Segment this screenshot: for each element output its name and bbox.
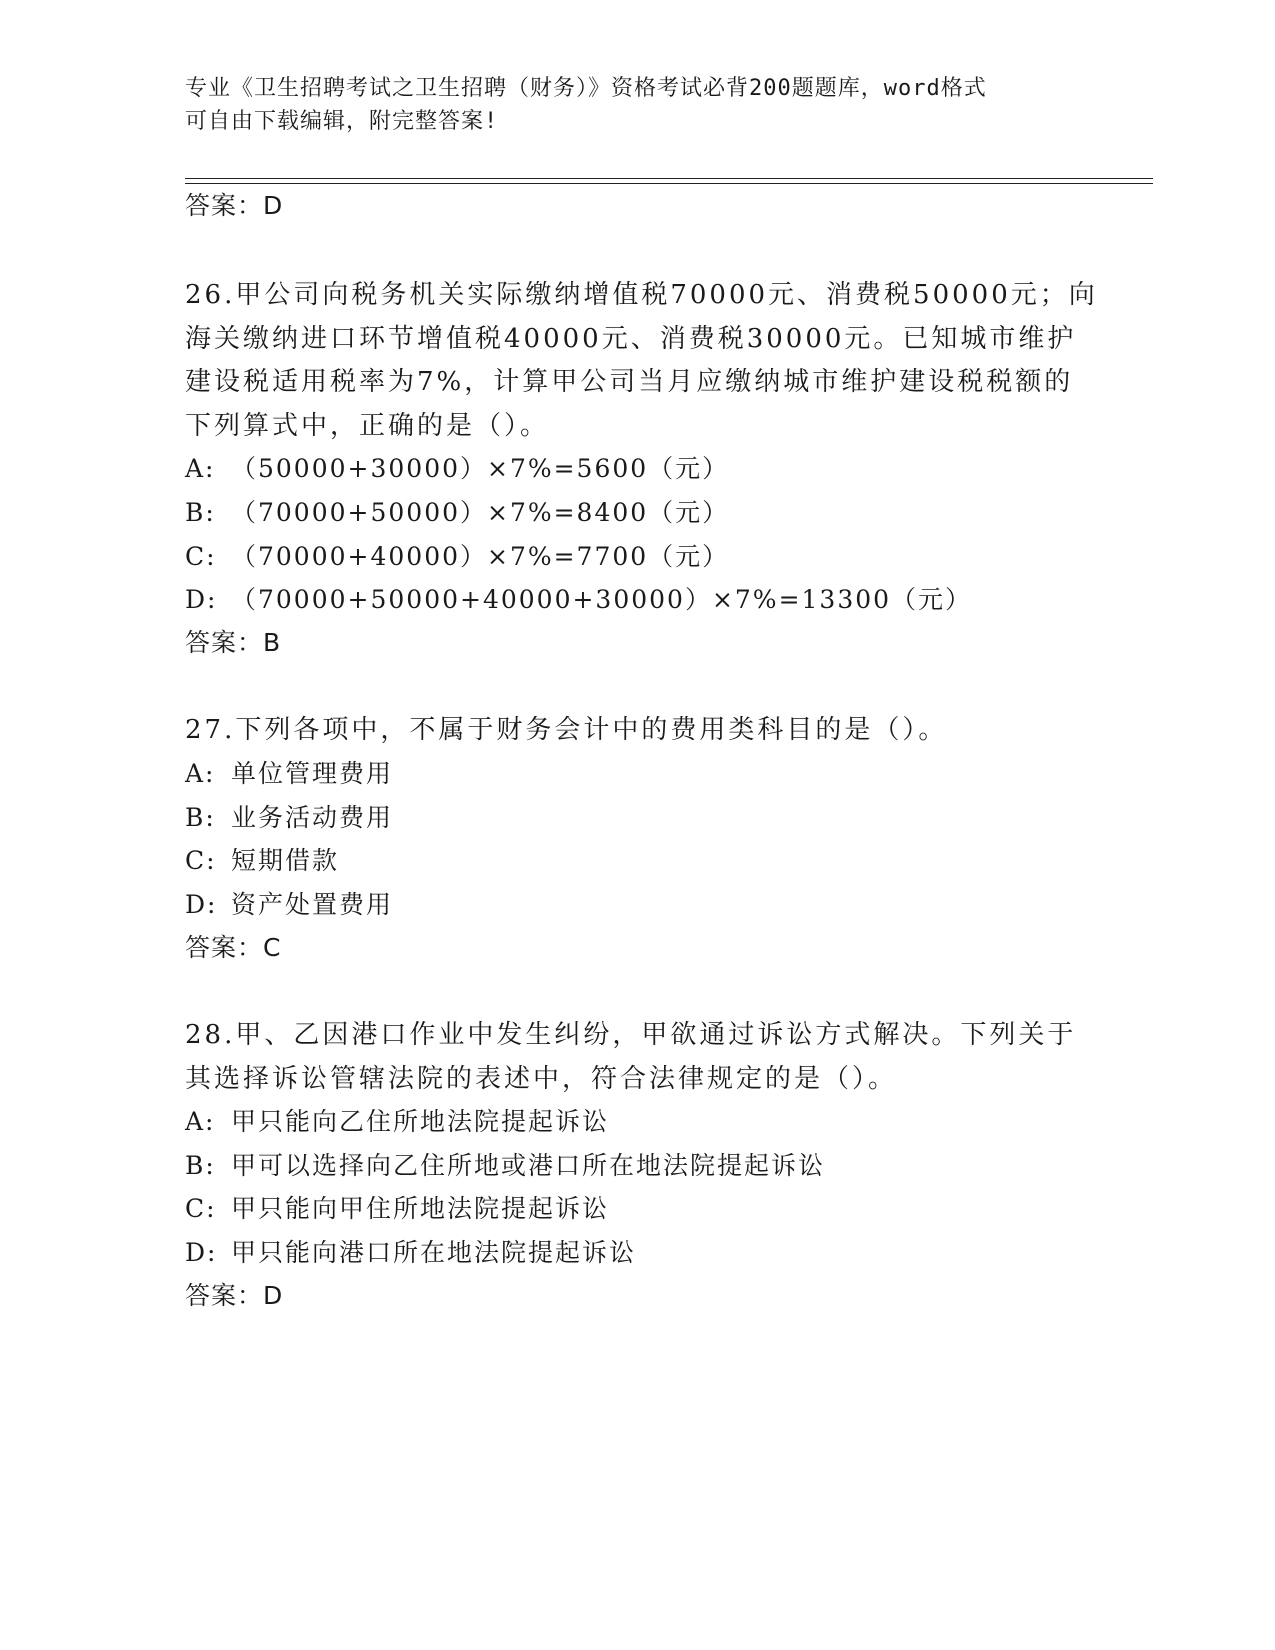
option-text: 甲可以选择向乙住所地或港口所在地法院提起诉讼 — [231, 1151, 826, 1180]
option-text: （70000+40000）×7%=7700（元） — [231, 542, 730, 571]
question-27-option-a — [185, 754, 393, 790]
answer-label: 答案： — [185, 933, 264, 962]
question-27-option-c — [185, 841, 339, 877]
question-28-option-c — [185, 1189, 609, 1225]
answer-question-27 — [185, 928, 281, 964]
question-26-option-b — [185, 493, 729, 529]
option-text: （70000+50000+40000+30000）×7%=13300（元） — [231, 585, 973, 614]
page-header — [185, 72, 1065, 138]
answer-previous — [185, 186, 283, 222]
question-28-line-1: 28.甲、乙因港口作业中发生纠纷，甲欲通过诉讼方式解决。下列关于 — [185, 1020, 1077, 1050]
question-26-line-2: 海关缴纳进口环节增值税40000元、消费税30000元。已知城市维护 — [185, 324, 1077, 354]
option-text: 甲只能向港口所在地法院提起诉讼 — [231, 1238, 637, 1267]
question-26-line-4: 下列算式中，正确的是（）。 — [185, 411, 550, 441]
option-text: 单位管理费用 — [231, 759, 394, 788]
question-28-option-b — [185, 1146, 825, 1182]
option-letter: B: — [185, 1151, 216, 1180]
option-text: （70000+50000）×7%=8400（元） — [231, 498, 730, 527]
question-26-option-d — [185, 580, 972, 616]
question-26-option-a — [185, 449, 729, 485]
option-letter: C: — [185, 1194, 217, 1223]
question-26-line-1: 26.甲公司向税务机关实际缴纳增值税70000元、消费税50000元；向 — [185, 280, 1098, 310]
option-letter: C: — [185, 542, 217, 571]
answer-question-26 — [185, 623, 281, 659]
option-text: 资产处置费用 — [231, 890, 394, 919]
option-letter: B: — [185, 803, 216, 832]
header-divider-top — [185, 178, 1153, 179]
answer-label: 答案： — [185, 1281, 264, 1310]
option-text: 甲只能向乙住所地法院提起诉讼 — [231, 1107, 610, 1136]
answer-value: D — [263, 191, 284, 220]
option-letter: D: — [185, 1238, 218, 1267]
question-27-option-d — [185, 885, 393, 921]
option-text: 甲只能向甲住所地法院提起诉讼 — [231, 1194, 610, 1223]
answer-value: C — [263, 933, 282, 962]
option-letter: B: — [185, 498, 216, 527]
option-letter: D: — [185, 890, 218, 919]
question-28-line-2: 其选择诉讼管辖法院的表述中，符合法律规定的是（）。 — [185, 1064, 898, 1094]
answer-value: B — [263, 628, 282, 657]
header-line-1: 专业《卫生招聘考试之卫生招聘（财务）》资格考试必背200题题库，word格式 — [185, 76, 987, 101]
question-28-option-a — [185, 1102, 609, 1138]
option-letter: A: — [185, 454, 216, 483]
answer-value: D — [263, 1281, 284, 1310]
header-divider-bottom — [185, 183, 1153, 184]
option-text: （50000+30000）×7%=5600（元） — [231, 454, 730, 483]
option-letter: A: — [185, 759, 216, 788]
answer-label: 答案： — [185, 191, 264, 220]
option-text: 短期借款 — [231, 846, 340, 875]
question-26-option-c — [185, 537, 729, 573]
question-26-line-3: 建设税适用税率为7%，计算甲公司当月应缴纳城市维护建设税税额的 — [185, 367, 1074, 397]
question-27-option-b — [185, 798, 393, 834]
option-letter: C: — [185, 846, 217, 875]
question-27-line-1: 27.下列各项中，不属于财务会计中的费用类科目的是（）。 — [185, 715, 948, 745]
header-line-2: 可自由下载编辑，附完整答案! — [185, 109, 499, 134]
answer-question-28 — [185, 1276, 283, 1312]
option-letter: D: — [185, 585, 218, 614]
answer-label: 答案： — [185, 628, 264, 657]
option-text: 业务活动费用 — [231, 803, 394, 832]
question-28-option-d — [185, 1233, 636, 1269]
option-letter: A: — [185, 1107, 216, 1136]
